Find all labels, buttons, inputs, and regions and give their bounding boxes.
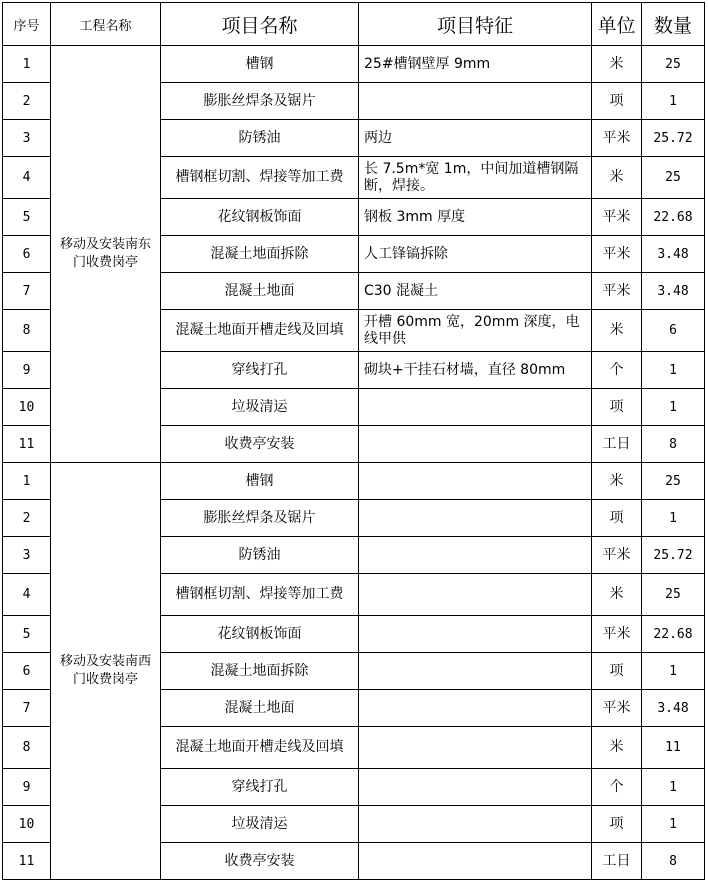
cell-item: 收费亭安装 [161, 426, 359, 463]
cell-feature: C30 混凝土 [359, 273, 592, 310]
cell-feature: 25#槽钢壁厚 9mm [359, 46, 592, 83]
cell-no: 7 [3, 273, 51, 310]
cell-no: 2 [3, 500, 51, 537]
cell-unit: 米 [592, 46, 642, 83]
cell-item: 穿线打孔 [161, 352, 359, 389]
cell-unit: 项 [592, 83, 642, 120]
cell-qty: 25.72 [642, 537, 705, 574]
cell-qty: 11 [642, 727, 705, 769]
cell-item: 混凝土地面开槽走线及回填 [161, 727, 359, 769]
cell-unit: 平米 [592, 616, 642, 653]
cell-no: 10 [3, 806, 51, 843]
cell-feature [359, 616, 592, 653]
cell-unit: 平米 [592, 120, 642, 157]
cell-no: 10 [3, 389, 51, 426]
table-row [3, 46, 705, 83]
cell-feature: 长 7.5m*宽 1m，中间加道槽钢隔断，焊接。 [359, 157, 592, 199]
cell-unit: 平米 [592, 236, 642, 273]
cell-item: 穿线打孔 [161, 769, 359, 806]
header-row [3, 3, 705, 46]
cell-qty: 25 [642, 463, 705, 500]
cell-qty: 6 [642, 310, 705, 352]
cell-no: 5 [3, 616, 51, 653]
cell-qty: 1 [642, 769, 705, 806]
header-qty: 数量 [642, 3, 705, 46]
cell-unit: 个 [592, 769, 642, 806]
cell-qty: 1 [642, 500, 705, 537]
cell-unit: 平米 [592, 273, 642, 310]
cell-qty: 3.48 [642, 236, 705, 273]
cell-item: 垃圾清运 [161, 389, 359, 426]
group-name-east: 移动及安装南东门收费岗亭 [51, 46, 161, 463]
cell-feature [359, 769, 592, 806]
cell-qty: 25 [642, 157, 705, 199]
cell-item: 混凝土地面开槽走线及回填 [161, 310, 359, 352]
cell-unit: 平米 [592, 537, 642, 574]
cell-qty: 22.68 [642, 199, 705, 236]
cell-no: 4 [3, 157, 51, 199]
header-no: 序号 [3, 3, 51, 46]
cell-qty: 1 [642, 653, 705, 690]
cell-item: 垃圾清运 [161, 806, 359, 843]
cell-qty: 8 [642, 426, 705, 463]
cell-no: 11 [3, 843, 51, 880]
cell-qty: 25 [642, 46, 705, 83]
cell-qty: 1 [642, 806, 705, 843]
cell-qty: 8 [642, 843, 705, 880]
cell-item: 膨胀丝焊条及锯片 [161, 500, 359, 537]
cell-feature [359, 389, 592, 426]
cell-qty: 3.48 [642, 273, 705, 310]
cell-feature [359, 500, 592, 537]
cell-unit: 项 [592, 653, 642, 690]
cell-unit: 工日 [592, 843, 642, 880]
cell-feature [359, 426, 592, 463]
cell-qty: 1 [642, 352, 705, 389]
cell-item: 花纹钢板饰面 [161, 616, 359, 653]
cell-feature [359, 653, 592, 690]
cell-no: 1 [3, 46, 51, 83]
cell-feature: 两边 [359, 120, 592, 157]
cell-qty: 25.72 [642, 120, 705, 157]
cell-unit: 项 [592, 500, 642, 537]
cell-no: 3 [3, 537, 51, 574]
cell-no: 8 [3, 310, 51, 352]
cell-feature: 开槽 60mm 宽，20mm 深度，电线甲供 [359, 310, 592, 352]
cell-item: 膨胀丝焊条及锯片 [161, 83, 359, 120]
cell-item: 混凝土地面拆除 [161, 653, 359, 690]
cell-item: 收费亭安装 [161, 843, 359, 880]
cell-feature [359, 843, 592, 880]
cell-no: 7 [3, 690, 51, 727]
cell-feature: 砌块+干挂石材墙，直径 80mm [359, 352, 592, 389]
cell-no: 6 [3, 653, 51, 690]
cell-item: 防锈油 [161, 120, 359, 157]
cell-feature [359, 574, 592, 616]
cell-unit: 米 [592, 574, 642, 616]
cell-no: 6 [3, 236, 51, 273]
cell-unit: 平米 [592, 690, 642, 727]
cell-qty: 22.68 [642, 616, 705, 653]
cell-no: 4 [3, 574, 51, 616]
cell-unit: 项 [592, 389, 642, 426]
cell-no: 9 [3, 769, 51, 806]
cell-item: 混凝土地面 [161, 273, 359, 310]
quantity-table [2, 2, 705, 880]
cell-qty: 3.48 [642, 690, 705, 727]
cell-feature: 人工锋镐拆除 [359, 236, 592, 273]
cell-unit: 米 [592, 463, 642, 500]
group-name-west: 移动及安装南西门收费岗亭 [51, 463, 161, 880]
cell-feature [359, 727, 592, 769]
cell-item: 槽钢框切割、焊接等加工费 [161, 574, 359, 616]
header-item: 项目名称 [161, 3, 359, 46]
cell-unit: 工日 [592, 426, 642, 463]
cell-no: 5 [3, 199, 51, 236]
cell-feature [359, 806, 592, 843]
cell-qty: 1 [642, 83, 705, 120]
cell-no: 3 [3, 120, 51, 157]
cell-feature: 钢板 3mm 厚度 [359, 199, 592, 236]
cell-unit: 项 [592, 806, 642, 843]
cell-feature [359, 690, 592, 727]
cell-item: 混凝土地面拆除 [161, 236, 359, 273]
header-unit: 单位 [592, 3, 642, 46]
header-project: 工程名称 [51, 3, 161, 46]
cell-item: 槽钢框切割、焊接等加工费 [161, 157, 359, 199]
cell-item: 混凝土地面 [161, 690, 359, 727]
header-feature: 项目特征 [359, 3, 592, 46]
cell-no: 1 [3, 463, 51, 500]
cell-no: 8 [3, 727, 51, 769]
cell-item: 防锈油 [161, 537, 359, 574]
cell-unit: 米 [592, 310, 642, 352]
cell-unit: 个 [592, 352, 642, 389]
cell-feature [359, 537, 592, 574]
cell-no: 9 [3, 352, 51, 389]
cell-feature [359, 83, 592, 120]
cell-qty: 1 [642, 389, 705, 426]
cell-unit: 米 [592, 727, 642, 769]
cell-no: 11 [3, 426, 51, 463]
cell-qty: 25 [642, 574, 705, 616]
table-row [3, 463, 705, 500]
table-body [3, 46, 705, 880]
cell-feature [359, 463, 592, 500]
cell-item: 槽钢 [161, 46, 359, 83]
cell-no: 2 [3, 83, 51, 120]
cell-item: 花纹钢板饰面 [161, 199, 359, 236]
cell-unit: 平米 [592, 199, 642, 236]
cell-item: 槽钢 [161, 463, 359, 500]
cell-unit: 米 [592, 157, 642, 199]
